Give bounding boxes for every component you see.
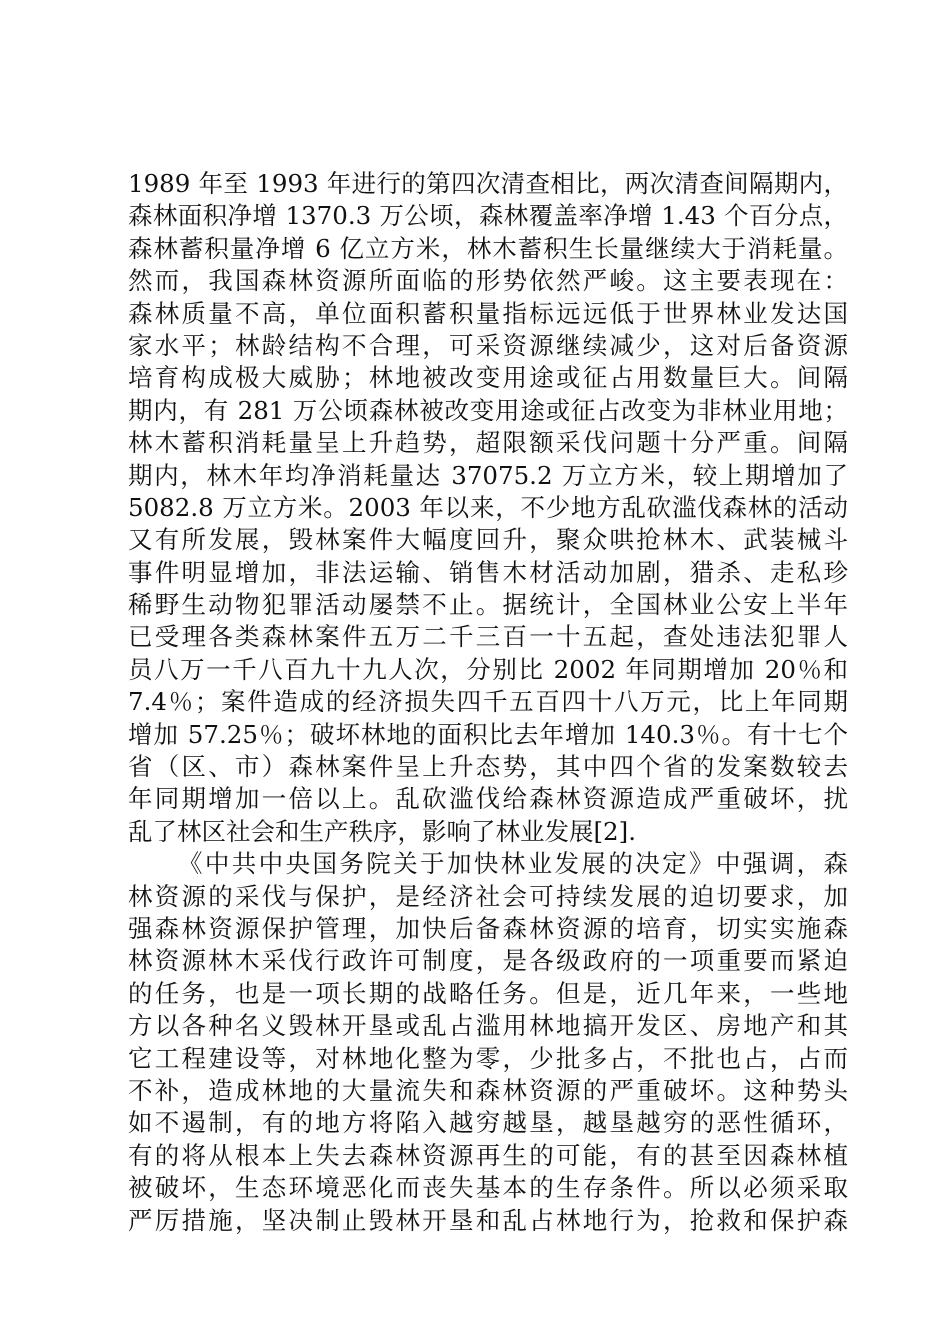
text-line: 林资源的采伐与保护，是经济社会可持续发展的迫切要求，加 xyxy=(128,881,848,911)
text-line: 如不遏制，有的地方将陷入越穷越垦，越垦越穷的恶性循环， xyxy=(128,1108,848,1138)
text-line: 乱了林区社会和生产秩序，影响了林业发展[2]. xyxy=(128,816,636,846)
text-line: 事件明显增加，非法运输、销售木材活动加剧，猎杀、走私珍 xyxy=(128,557,848,587)
text-line: 又有所发展，毁林案件大幅度回升，聚众哄抢林木、武装械斗 xyxy=(128,525,848,555)
text-line: 林资源林木采伐行政许可制度，是各级政府的一项重要而紧迫 xyxy=(128,946,848,976)
body-text xyxy=(128,168,848,1237)
text-line: 然而，我国森林资源所面临的形势依然严峻。这主要表现在： xyxy=(128,266,848,296)
text-line: 林木蓄积消耗量呈上升趋势，超限额采伐问题十分严重。间隔 xyxy=(128,428,848,458)
text-line: 员八万一千八百九十九人次，分别比 2002 年同期增加 20％和 xyxy=(128,654,848,684)
text-line: 强森林资源保护管理，加快后备森林资源的培育，切实实施森 xyxy=(128,913,848,943)
text-line: 方以各种名义毁林开垦或乱占滥用林地搞开发区、房地产和其 xyxy=(128,1011,848,1041)
text-line: 森林面积净增 1370.3 万公顷，森林覆盖率净增 1.43 个百分点， xyxy=(128,201,848,231)
text-line: 家水平；林龄结构不合理，可采资源继续减少，这对后备资源 xyxy=(128,330,848,360)
text-line: 省（区、市）森林案件呈上升态势，其中四个省的发案数较去 xyxy=(128,752,848,782)
text-line: 的任务，也是一项长期的战略任务。但是，近几年来，一些地 xyxy=(128,978,848,1008)
text-line: 它工程建设等，对林地化整为零，少批多占，不批也占，占而 xyxy=(128,1043,848,1073)
text-line: 培育构成极大威胁；林地被改变用途或征占用数量巨大。间隔 xyxy=(128,363,848,393)
text-line: 1989 年至 1993 年进行的第四次清查相比，两次清查间隔期内， xyxy=(128,169,848,198)
text-line: 期内，林木年均净消耗量达 37075.2 万立方米，较上期增加了 xyxy=(128,460,848,490)
text-line: 严厉措施，坚决制止毁林开垦和乱占林地行为，抢救和保护森 xyxy=(128,1205,848,1235)
text-line: 年同期增加一倍以上。乱砍滥伐给森林资源造成严重破坏，扰 xyxy=(128,784,848,814)
text-line: 被破坏，生态环境恶化而丧失基本的生存条件。所以必须采取 xyxy=(128,1173,848,1203)
text-line: 《中共中央国务院关于加快林业发展的决定》中强调，森 xyxy=(178,849,848,879)
text-line: 7.4％；案件造成的经济损失四千五百四十八万元，比上年同期 xyxy=(128,687,848,717)
text-line: 森林质量不高，单位面积蓄积量指标远远低于世界林业发达国 xyxy=(128,298,848,328)
text-line: 稀野生动物犯罪活动屡禁不止。据统计，全国林业公安上半年 xyxy=(128,590,848,620)
text-line: 增加 57.25％；破坏林地的面积比去年增加 140.3％。有十七个 xyxy=(128,719,848,749)
text-line: 森林蓄积量净增 6 亿立方米，林木蓄积生长量继续大于消耗量。 xyxy=(128,233,848,263)
text-line: 5082.8 万立方米。2003 年以来，不少地方乱砍滥伐森林的活动 xyxy=(128,492,848,522)
text-line: 有的将从根本上失去森林资源再生的可能，有的甚至因森林植 xyxy=(128,1140,848,1170)
text-line: 已受理各类森林案件五万二千三百一十五起，查处违法犯罪人 xyxy=(128,622,848,652)
text-line: 期内，有 281 万公顷森林被改变用途或征占改变为非林业用地； xyxy=(128,395,848,425)
text-line: 不补，造成林地的大量流失和森林资源的严重破坏。这种势头 xyxy=(128,1075,848,1105)
